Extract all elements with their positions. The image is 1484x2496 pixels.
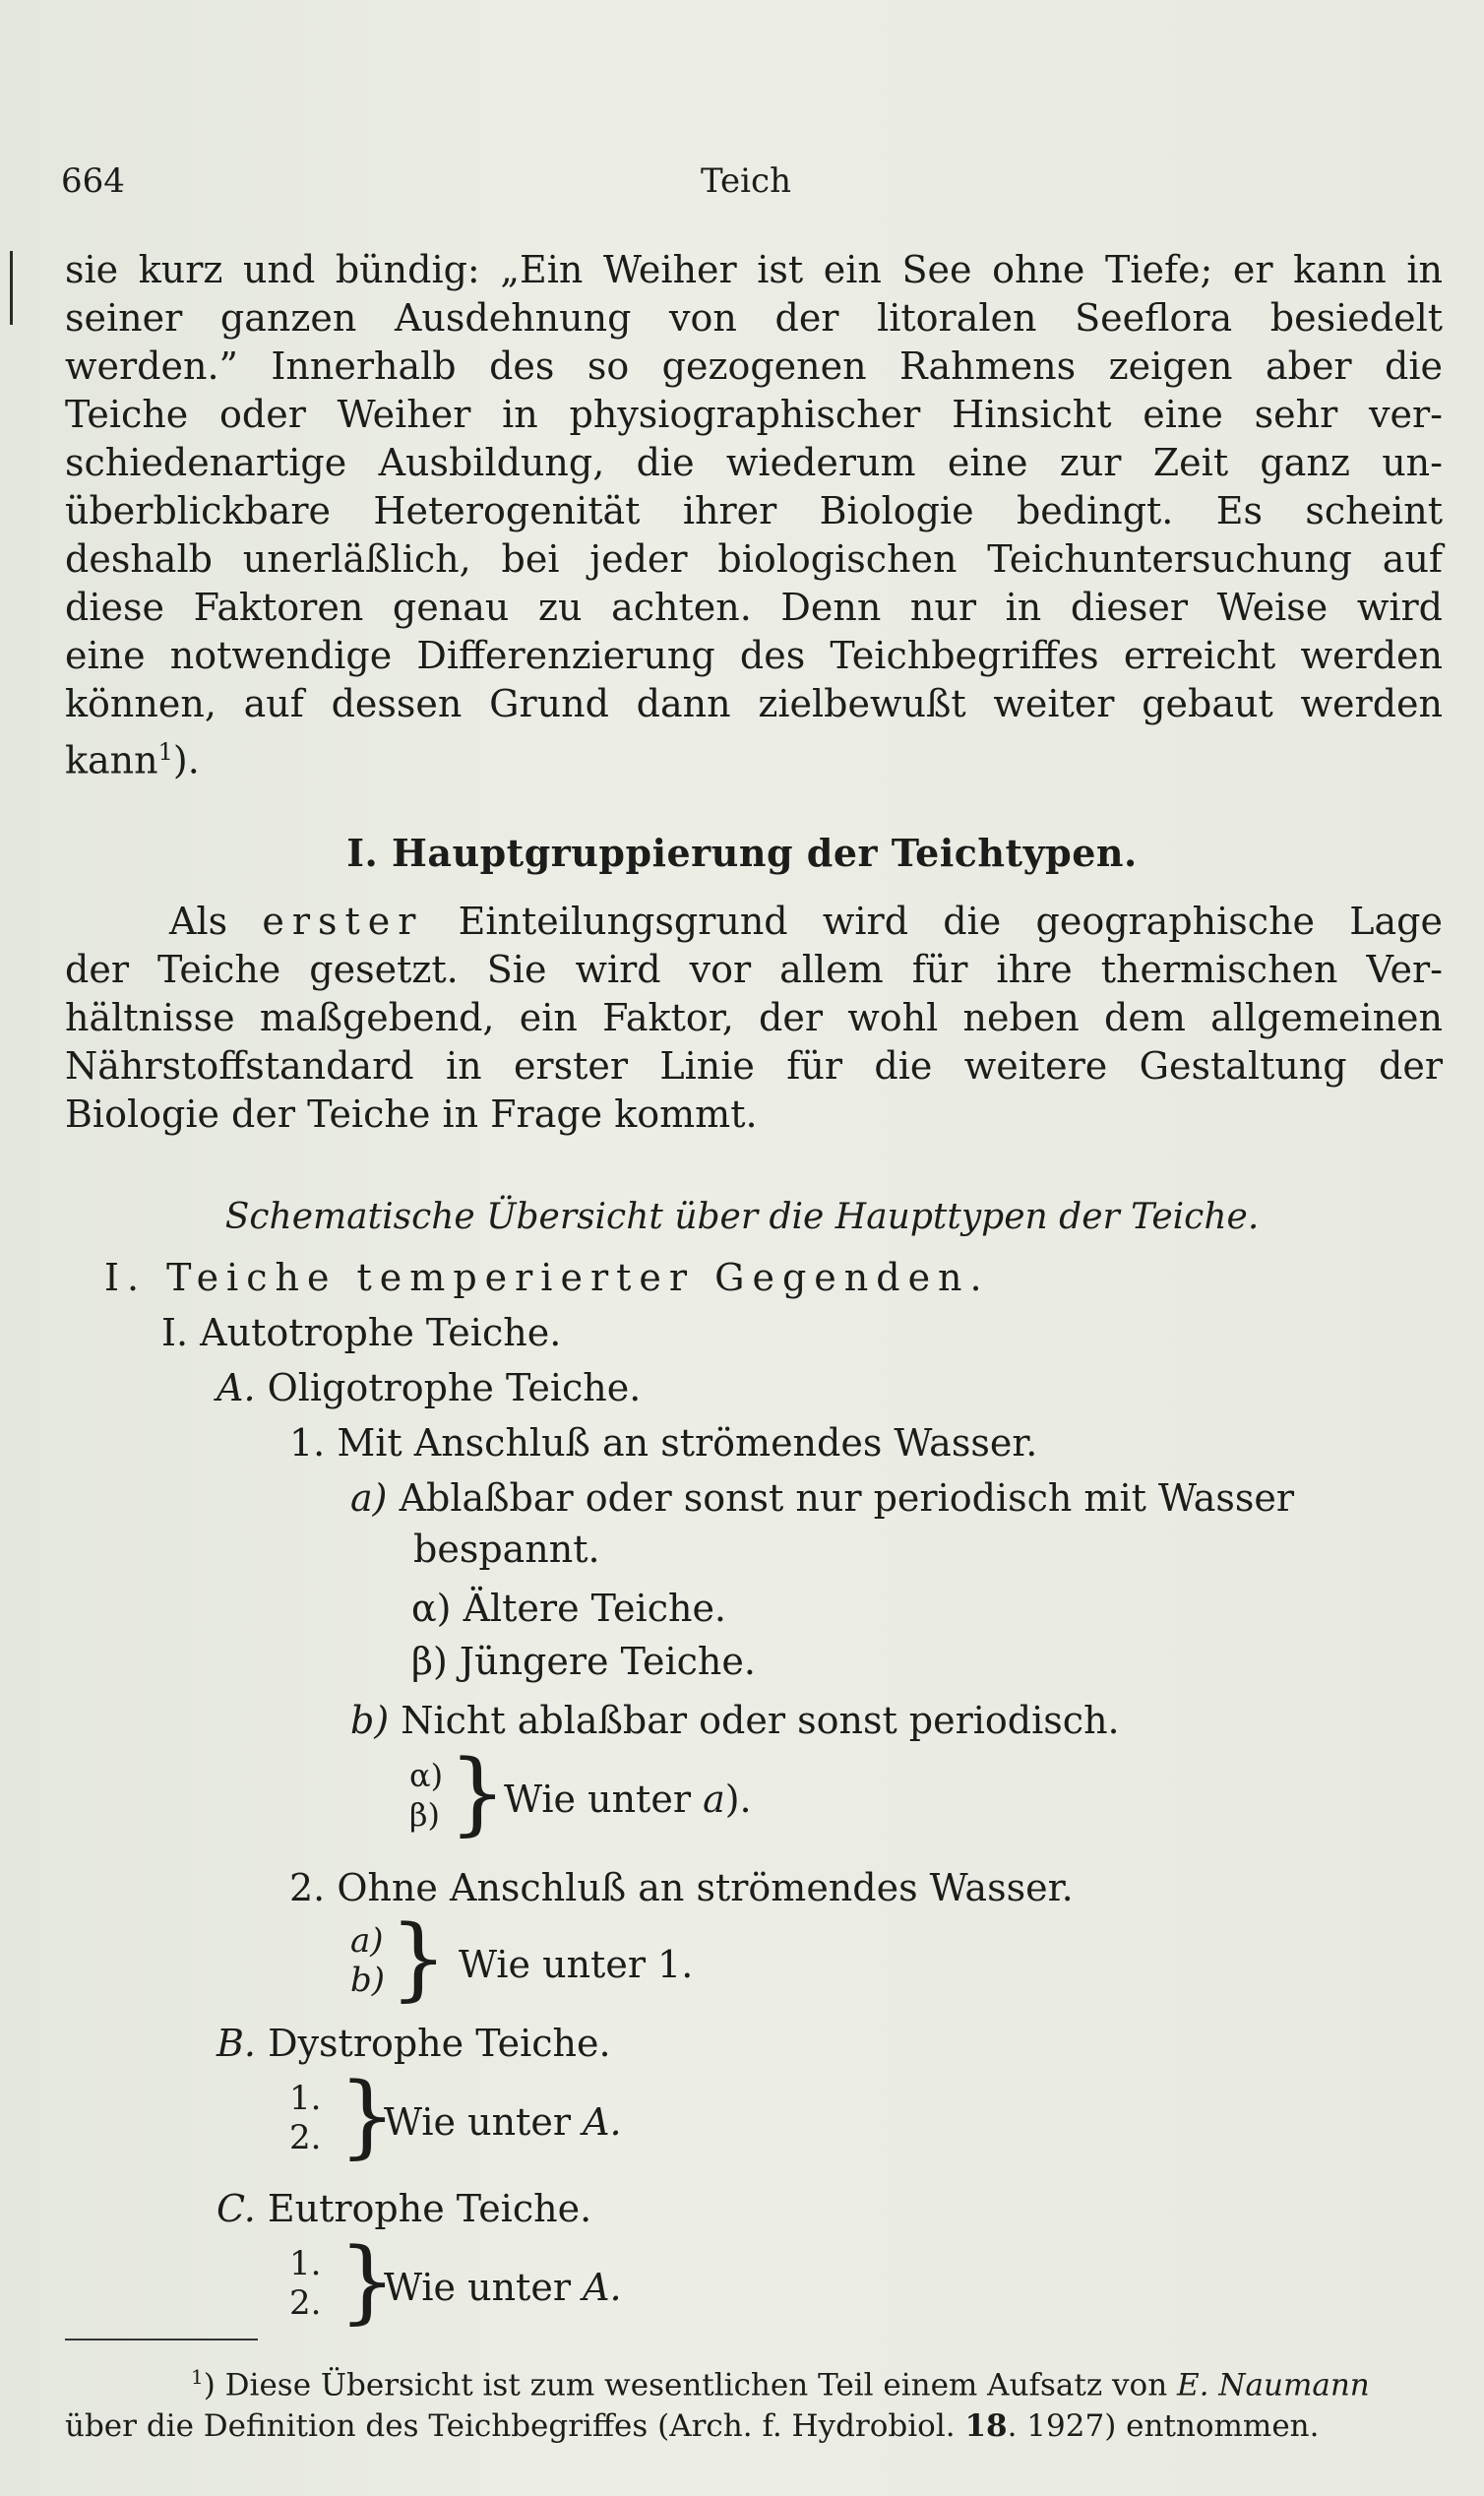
text-line: der Teiche gesetzt. Sie wird vor allem für ihre thermischen Ver- (65, 948, 1443, 991)
footnote-line: $^1$) Diese Übersicht ist zum wesentlichen Teil einem Aufsatz von E. Naumann (191, 2365, 1370, 2403)
outline-A1b: b) Nicht ablaßbar oder sonst periodisch. (350, 1699, 1120, 1742)
brace-text: Wie unter A. (384, 2100, 622, 2144)
text-line: Teiche oder Weiher in physiographischer Hinsicht eine sehr ver- (65, 393, 1443, 436)
outline-beta: β) Jüngere Teiche. (411, 1640, 756, 1683)
outline-A1a: a) Ablaßbar oder sonst nur periodisch mit Wasser (350, 1476, 1295, 1520)
footnote (65, 2356, 1443, 2447)
text-line: Biologie der Teiche in Frage kommt. (65, 1092, 758, 1136)
brace-group-A2 (350, 1905, 941, 2020)
schema-title: Schematische Übersicht über die Haupttypen der Teiche. (224, 1197, 1260, 1237)
outline-A: A. Oligotrophe Teiche. (216, 1366, 642, 1409)
brace-group-ab (409, 1740, 1000, 1854)
brace-group-B (289, 2063, 880, 2177)
text-line: können, auf dessen Grund dann zielbewußt weiter gebaut werden (65, 682, 1443, 725)
footnote-ref: 1 (157, 738, 173, 766)
footnote-line: über die Definition des Teichbegriffes (Arch. f. Hydrobiol. 18. 1927) entnommen. (65, 2408, 1320, 2445)
text-line: überblickbare Heterogenität ihrer Biologie bedingt. Es scheint (65, 489, 1443, 532)
brace-text: Wie unter a). (504, 1778, 752, 1821)
page-number: 664 (61, 161, 125, 201)
outline-A2: 2. Ohne Anschluß an strömendes Wasser. (289, 1866, 1074, 1909)
text-line: kann$^1$). (65, 738, 200, 782)
section-heading: I. Hauptgruppierung der Teichtypen. (346, 831, 1138, 875)
brace-glyph: } (449, 1740, 507, 1845)
text-line: schiedenartige Ausbildung, die wiederum eine zur Zeit ganz un- (65, 441, 1443, 484)
brace-labels: 1. 2. (289, 2079, 322, 2157)
brace-labels: α) β) (409, 1757, 444, 1834)
brace-glyph: } (339, 2063, 397, 2168)
intro-paragraph (65, 246, 1443, 785)
brace-labels: 1. 2. (289, 2244, 322, 2323)
brace-group-C (289, 2228, 880, 2342)
running-head: Teich (701, 161, 791, 201)
text-line: Als erster Einteilungsgrund wird die geographische Lage (169, 900, 1443, 943)
outline-level-1: I. Teiche temperierter Gegenden. (104, 1256, 990, 1299)
text-line: hältnisse maßgebend, ein Faktor, der wohl neben dem allgemeinen (65, 996, 1443, 1039)
text-line: diese Faktoren genau zu achten. Denn nur in dieser Weise wird (65, 586, 1443, 629)
brace-text: Wie unter A. (384, 2266, 622, 2309)
text-line: seiner ganzen Ausdehnung von der litoralen Seeflora besiedelt (65, 296, 1443, 340)
brace-glyph: } (339, 2228, 397, 2334)
text-line: sie kurz und bündig: „Ein Weiher ist ein See ohne Tiefe; er kann in (65, 248, 1443, 291)
text-line: deshalb unerläßlich, bei jeder biologischen Teichuntersuchung auf (65, 537, 1443, 581)
outline-C: C. Eutrophe Teiche. (216, 2187, 592, 2230)
brace-text: Wie unter 1. (459, 1943, 694, 1986)
outline-level-2: I. Autotrophe Teiche. (161, 1311, 562, 1354)
brace-glyph: } (390, 1905, 448, 2011)
text-line: werden.” Innerhalb des so gezogenen Rahmens zeigen aber die (65, 344, 1443, 388)
outline-A1a-cont: bespannt. (413, 1528, 600, 1571)
text-line: Nährstoffstandard in erster Linie für die weitere Gestaltung der (65, 1044, 1443, 1088)
footnote-rule (65, 2339, 258, 2340)
text-line: eine notwendige Differenzierung des Teichbegriffes erreicht werden (65, 634, 1443, 677)
outline-A1: 1. Mit Anschluß an strömendes Wasser. (289, 1421, 1038, 1465)
brace-labels: a) b) (350, 1921, 386, 2000)
margin-mark (10, 251, 13, 325)
outline-B: B. Dystrophe Teiche. (216, 2022, 611, 2065)
section-paragraph (65, 898, 1443, 1139)
outline-alpha: α) Ältere Teiche. (411, 1587, 727, 1630)
